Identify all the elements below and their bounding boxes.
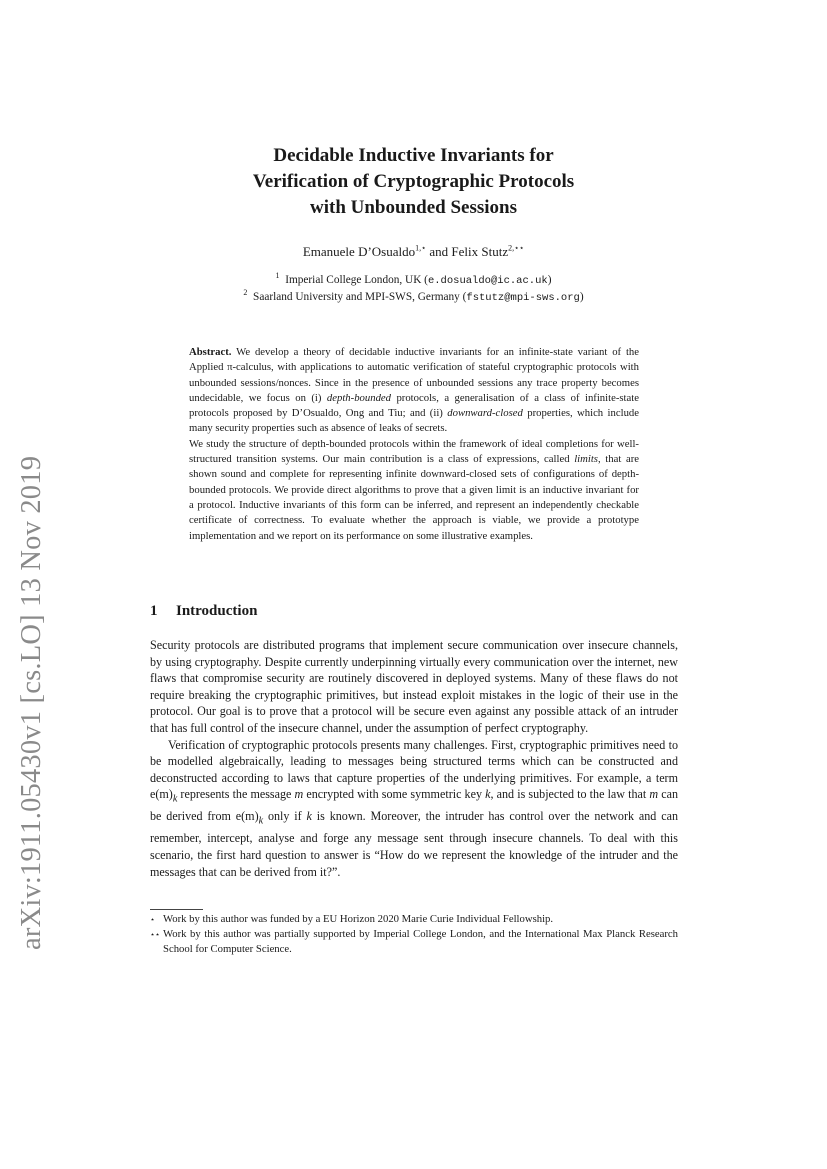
affiliations: [150, 272, 677, 306]
math-term: [150, 787, 178, 805]
body-paragraph: Security protocols are distributed programs that implement secure communication over insecure channels, by using cryptography. Despite currently underpinning virtually every communication over the internet, new flaws that compromise security are routinely discovered in deployed systems. Many of these flaws do not require breaking the cryptographic primitives, but instead exploit mistakes in the logic of their use in the protocol. Our goal is to prove that a protocol will be secure even against any possible attack of an intruder that has full control of the insecure channel, under the assumption of perfect cryptography.: [150, 638, 678, 735]
body-text-run: represents the message: [177, 787, 295, 802]
author-list: [150, 243, 677, 261]
math-var: k: [306, 809, 312, 824]
math-var: k: [485, 787, 491, 802]
abstract-label: Abstract.: [189, 346, 232, 358]
math-var: m: [294, 787, 304, 802]
abstract-emphasis: limits: [574, 453, 598, 466]
affiliation: [150, 272, 677, 289]
affiliation-mark: 2: [243, 288, 248, 298]
body-text-run: is known. Moreover, the intruder has control over the network and can remember, intercept, analyse and forge any message sent through insecure channels. To deal with this scenario, the first hard question to answer is “How do we represent the knowledge of the intruder and the messages that can be derived from it?”.: [150, 809, 678, 879]
math-subscript: k: [258, 815, 264, 827]
paper-title: [150, 143, 677, 221]
abstract-text: We develop a theory of decidable inductive invariants for an infinite-state variant of the Applied π-calculus, with applications to automatic verification of stateful cryptographic protocols with unbounded sessions/nonces. Since in the presence of unbounded sessions any trace property becomes undecidable, we focus on (i): [189, 346, 640, 404]
abstract-paragraph: [189, 345, 639, 437]
affiliation-text: Saarland University and MPI-SWS, Germany (: [253, 291, 467, 303]
math-term-text: e(m): [235, 809, 259, 824]
body-text-run: can be derived from: [150, 787, 678, 824]
footnote-text: Work by this author was funded by a EU Horizon 2020 Marie Curie Individual Fellowship.: [163, 913, 554, 925]
author-mark: 1,⋆: [415, 243, 427, 253]
abstract-emphasis: depth-bounded: [326, 391, 391, 404]
footnotes: [150, 912, 678, 957]
section-title: Introduction: [176, 603, 258, 619]
abstract-text: We study the structure of depth-bounded protocols within the framework of ideal completions for well-structured transition systems. Our main contribution is a class of expressions, called: [189, 437, 639, 466]
email-link[interactable]: e.dosualdo@ic.ac.uk: [427, 275, 548, 287]
footnote-mark: ⋆: [150, 915, 156, 924]
math-term: [235, 809, 264, 827]
affiliation-close: ): [547, 274, 552, 286]
body-text-run: , and is subjected to the law that: [490, 787, 650, 802]
footnote: [150, 927, 678, 957]
author-mark: 2,⋆⋆: [508, 243, 525, 253]
affiliation-close: ): [579, 291, 584, 303]
author-name: Emanuele D’Osualdo: [302, 244, 416, 259]
arxiv-identifier: arXiv:1911.05430v1 [cs.LO] 13 Nov 2019: [16, 455, 47, 950]
footnote-text: Work by this author was partially supported by Imperial College London, and the International Max Planck Research School for Computer Science.: [163, 928, 678, 955]
footnote: [150, 912, 678, 927]
abstract-text: protocols, a generalisation of a class of infinite-state protocols proposed by D’Osualdo, Ong and Tiu; and (ii): [189, 391, 639, 420]
footnote-mark: ⋆⋆: [150, 930, 161, 939]
author-conjunction: and: [429, 244, 449, 259]
affiliation-mark: 1: [275, 271, 280, 281]
body-paragraph: [150, 737, 678, 881]
abstract-text: properties, which include many security properties such as absence of leaks of secrets.: [189, 407, 639, 435]
body-text-run: only if: [263, 809, 307, 824]
author-name: Felix Stutz: [451, 244, 509, 259]
section-number: 1: [150, 603, 158, 619]
body-text: [150, 637, 678, 880]
footnote-rule: [150, 909, 203, 910]
abstract-text: , that are shown sound and complete for representing infinite downward-closed sets of configurations of depth-bounded protocols. We provide direct algorithms to prove that a given limit is an inductive invariant for a protocol. Inductive invariants of this form can be inferred, and represent an independently checkable certificate of correctness. To evaluate whether the approach is viable, we provide a prototype implementation and we report on its performance on some illustrative examples.: [189, 453, 640, 542]
body-text-run: Verification of cryptographic protocols presents many challenges. First, cryptographic primitives need to be modelled algebraically, leading to messages being structured terms which can be constructed and deconstructed according to laws that capture properties of the underlying primitives. For example, a term: [150, 737, 678, 785]
math-term-text: e(m): [150, 787, 173, 802]
section-heading: [150, 601, 257, 621]
title-line: Verification of Cryptographic Protocols: [252, 171, 575, 192]
affiliation: [150, 289, 677, 306]
affiliation-text: Imperial College London, UK (: [285, 274, 428, 286]
email-link[interactable]: fstutz@mpi-sws.org: [466, 292, 580, 304]
title-line: Decidable Inductive Invariants for: [273, 145, 554, 166]
body-text-run: encrypted with some symmetric key: [303, 787, 486, 802]
math-var: m: [649, 787, 659, 802]
abstract-emphasis: downward-closed: [447, 407, 523, 420]
math-subscript: k: [172, 793, 178, 805]
abstract: [189, 345, 639, 544]
abstract-paragraph: [189, 437, 639, 544]
title-line: with Unbounded Sessions: [310, 197, 517, 218]
